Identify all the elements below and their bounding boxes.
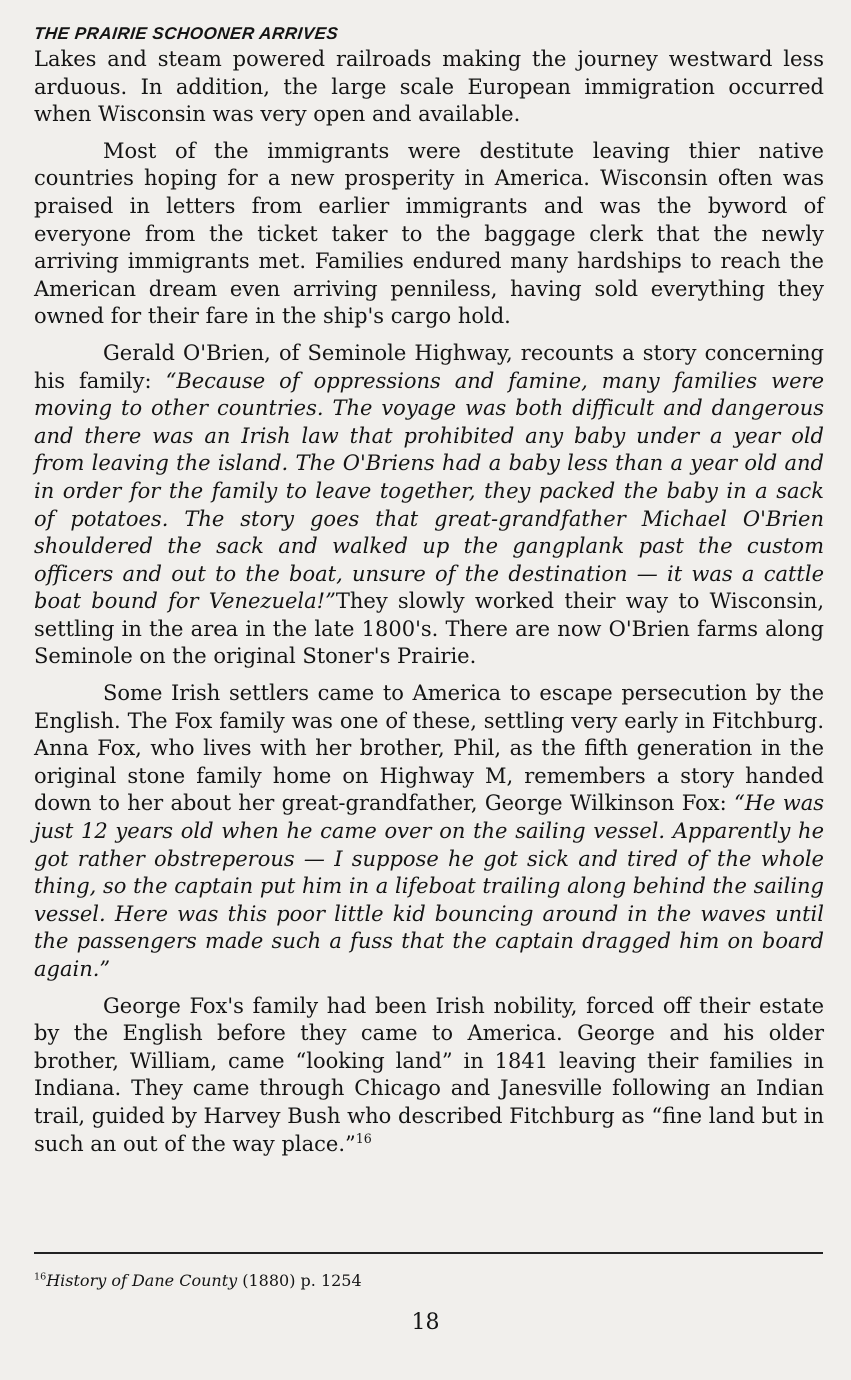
- footnote-marker: 16: [34, 1271, 47, 1283]
- page-body: [34, 22, 824, 1167]
- fox-quote: “He was just 12 years old when he came over on the sailing vessel. Apparently he got rather obstreperous — I suppose he got sick and tired of the whole thing, so the captain put him in a lifeboat trailing along behind the sailing vessel. Here was this poor little kid bouncing around in the waves until the passengers made such a fuss that the captain dragged him on board again.”: [34, 791, 824, 981]
- paragraph-2: Most of the immigrants were destitute leaving thier native countries hoping for a new prosperity in America. Wisconsin often was praised in letters from earlier immigrants and was the byword of everyone from the ticket taker to the baggage clerk that the newly arriving immigrants met. Families endured many hardships to reach the American dream even arriving penniless, having sold everything they owned for their fare in the ship's cargo hold.: [34, 138, 824, 329]
- paragraph-3-intro: Gerald O'Brien, of Seminole Highway, recounts a story concerning his family:: [34, 340, 824, 393]
- paragraph-3: [34, 340, 824, 671]
- footnote: [34, 1270, 362, 1292]
- paragraph-4-intro: Some Irish settlers came to America to escape persecution by the English. The Fox family was one of these, settling very early in Fitchburg. Anna Fox, who lives with her brother, Phil, as the fifth generation in the original stone family home on Highway M, remembers a story handed down to her about her great-grandfather, George Wilkinson Fox:: [34, 681, 824, 816]
- paragraph-1: Lakes and steam powered railroads making the journey westward less arduous. In addition, the large scale European immigration occurred when Wisconsin was very open and available.: [34, 47, 824, 127]
- paragraph-5-text: George Fox's family had been Irish nobility, forced off their estate by the English before they came to America. George and his older brother, William, came “looking land” in 1841 leaving their families in Indiana. They came through Chicago and Janesville following an Indian trail, guided by Harvey Bush who described Fitchburg as “fine land but in such an out of the way place.”: [34, 993, 824, 1156]
- obrien-quote: “Because of oppressions and famine, many families were moving to other countries. The voyage was both difficult and dangerous and there was an Irish law that prohibited any baby under a year old from leaving the island. The O'Briens had a baby less than a year old and in order for the family to leave together, they packed the baby in a sack of potatoes. The story goes that great-grandfather Michael O'Brien shouldered the sack and walked up the gangplank past the custom officers and out to the boat, unsure of the destination — it was a cattle boat bound for Venezuela!”: [34, 368, 825, 614]
- running-header: THE PRAIRIE SCHOONER ARRIVES: [33, 24, 340, 43]
- paragraph-4: [34, 680, 824, 984]
- footnote-rule: [34, 1252, 823, 1254]
- footnote-rest: (1880) p. 1254: [237, 1271, 362, 1290]
- footnote-ref: 16: [355, 1130, 372, 1146]
- paragraph-5: [34, 993, 824, 1159]
- paragraph-3-end: They slowly worked their way to Wisconsin, settling in the area in the late 1800's. There are now O'Brien farms along Seminole on the original Stoner's Prairie.: [34, 589, 824, 669]
- page-number: 18: [411, 1310, 440, 1335]
- footnote-title: History of Dane County: [46, 1271, 238, 1290]
